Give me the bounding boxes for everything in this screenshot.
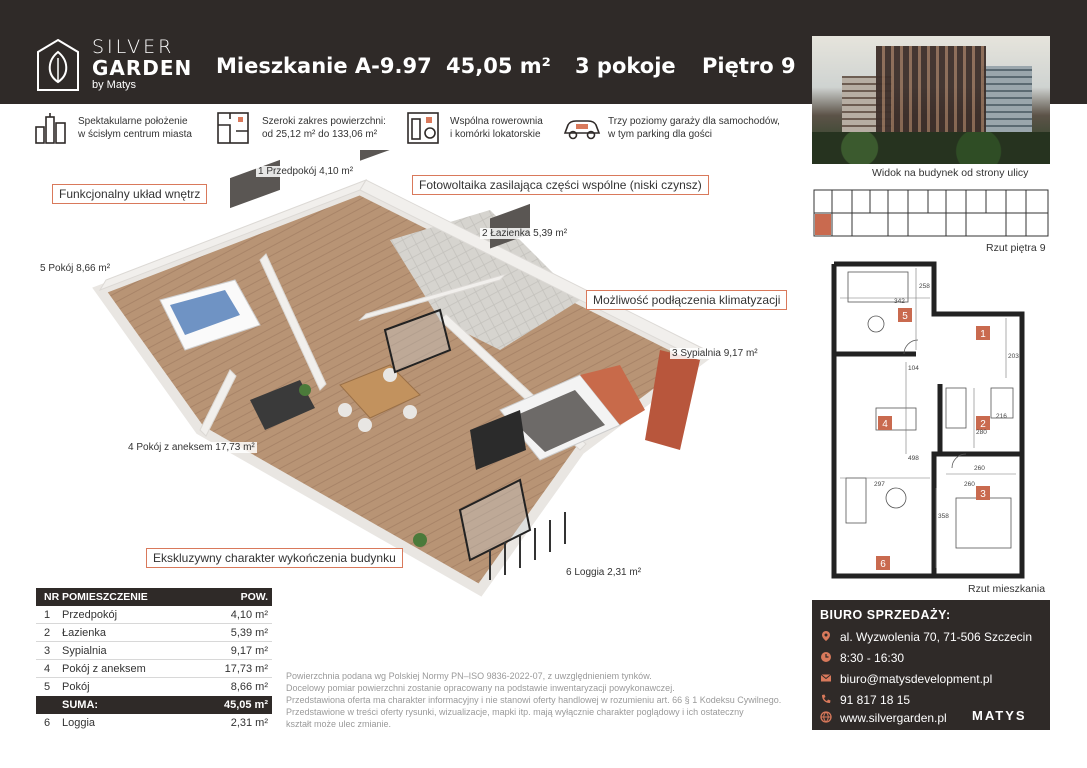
photo-caption: Widok na budynek od strony ulicy [872, 167, 1029, 179]
table-row: 5 Pokój 8,66 m² [44, 681, 268, 693]
dim-358: 358 [938, 513, 949, 520]
sales-office [812, 600, 1050, 730]
disclaimer: Powierzchnia podana wg Polskiej Normy PN–ISO 9836-2022-07, z uwzględnieniem tynków. Docelowy pomiar powierzchni zostanie opracowany na podstawie inwentaryzacji powykonawczej. Przedstawiona oferta ma charakter informacyjny i nie stanowi oferty handlowej w rozumieniu art. 66 § 1 Kodeksu Cywilnego. Przedstawione w treści oferty rysunki, wizualizacje, mapki itp. mają wyłącznie charakter poglądowy i ich ostateczny kształt może ulec zmianie. [286, 671, 782, 729]
envelope-icon [820, 672, 832, 684]
highlight-finish: Ekskluzywny charakter wykończenia budynku [146, 548, 403, 568]
dim-258: 258 [919, 283, 930, 290]
label-loggia: 6 Loggia 2,31 m² [566, 567, 642, 578]
floor-plan-level-9 [812, 186, 1050, 240]
apartment-plan [816, 258, 1034, 582]
location-pin-icon [820, 630, 832, 642]
car-icon [562, 111, 602, 145]
dim-498: 498 [908, 455, 919, 462]
logo-by-matys: by Matys [92, 79, 137, 91]
dim-260b: 260 [974, 465, 985, 472]
office-hours: 8:30 - 16:30 [820, 651, 904, 665]
office-website[interactable]: www.silvergarden.pl [820, 711, 947, 725]
office-phone[interactable]: 91 817 18 15 [820, 693, 910, 707]
feature-location: Spektakularne położenie w ścisłym centrum miasta [78, 116, 192, 140]
plan-number-2: 2 [980, 419, 986, 430]
apartment-visualization [60, 150, 770, 610]
dim-280: 280 [976, 429, 987, 436]
clock-icon [820, 651, 832, 663]
city-skyline-icon [34, 111, 68, 145]
office-email[interactable]: biuro@matysdevelopment.pl [820, 672, 992, 686]
leaf-house-icon [36, 38, 80, 92]
feature-area-range: Szeroki zakres powierzchni: od 25,12 m² do 133,06 m² [262, 116, 386, 140]
feature-garages: Trzy poziomy garaży dla samochodów, w tym parking dla gości [608, 116, 780, 140]
globe-icon [820, 711, 832, 723]
floor-caption: Rzut piętra 9 [986, 242, 1046, 254]
apartment-floor: Piętro 9 [702, 54, 796, 78]
apartment-title: Mieszkanie A-9.97 [216, 54, 432, 78]
office-address: al. Wyzwolenia 70, 71-506 Szczecin [820, 630, 1032, 644]
office-title: BIURO SPRZEDAŻY: [820, 608, 951, 622]
storage-bike-icon [406, 111, 440, 145]
dim-203: 203 [1008, 353, 1019, 360]
matys-logo: MATYS [972, 708, 1027, 723]
silver-garden-logo [36, 36, 196, 94]
table-sum-row: SUMA: 45,05 m² [36, 696, 272, 714]
highlight-layout: Funkcjonalny układ wnętrz [52, 184, 207, 204]
plan-number-5: 5 [902, 311, 908, 322]
plan-number-4: 4 [882, 419, 888, 430]
dim-297: 297 [874, 481, 885, 488]
plan-number-3: 3 [980, 489, 986, 500]
dim-104: 104 [908, 365, 919, 372]
label-bathroom: 2 Łazienka 5,39 m² [482, 228, 568, 239]
dim-216: 216 [996, 413, 1007, 420]
building-photo [812, 36, 1050, 164]
floor-plan-icon [216, 111, 250, 145]
table-row: 3 Sypialnia 9,17 m² [36, 642, 272, 660]
table-row: 1 Przedpokój 4,10 m² [36, 606, 272, 624]
phone-icon [820, 693, 832, 705]
apartment-area: 45,05 m² [446, 54, 551, 78]
table-row-loggia: 6 Loggia 2,31 m² [44, 717, 268, 729]
label-living-kitchen: 4 Pokój z aneksem 17,73 m² [128, 442, 255, 453]
dim-260: 260 [964, 481, 975, 488]
plan-number-1: 1 [980, 329, 986, 340]
table-header: NR POMIESZCZENIE POW. [36, 588, 272, 606]
label-bedroom: 3 Sypialnia 9,17 m² [672, 348, 758, 359]
plan-number-6: 6 [880, 559, 886, 570]
plan-caption: Rzut mieszkania [968, 583, 1046, 595]
table-row: 4 Pokój z aneksem 17,73 m² [36, 660, 272, 678]
table-row: 2 Łazienka 5,39 m² [36, 624, 272, 642]
highlight-ac: Możliwość podłączenia klimatyzacji [586, 290, 787, 310]
rooms-table [36, 588, 272, 732]
logo-garden: GARDEN [92, 56, 193, 80]
feature-bike-storage: Wspólna rowerownia i komórki lokatorskie [450, 116, 543, 140]
label-hallway: 1 Przedpokój 4,10 m² [258, 166, 354, 177]
apartment-rooms: 3 pokoje [575, 54, 676, 78]
highlight-solar: Fotowoltaika zasilająca części wspólne (niski czynsz) [412, 175, 709, 195]
label-room: 5 Pokój 8,66 m² [40, 263, 111, 274]
logo-silver: SILVER [92, 36, 175, 58]
dim-342: 342 [894, 298, 905, 305]
